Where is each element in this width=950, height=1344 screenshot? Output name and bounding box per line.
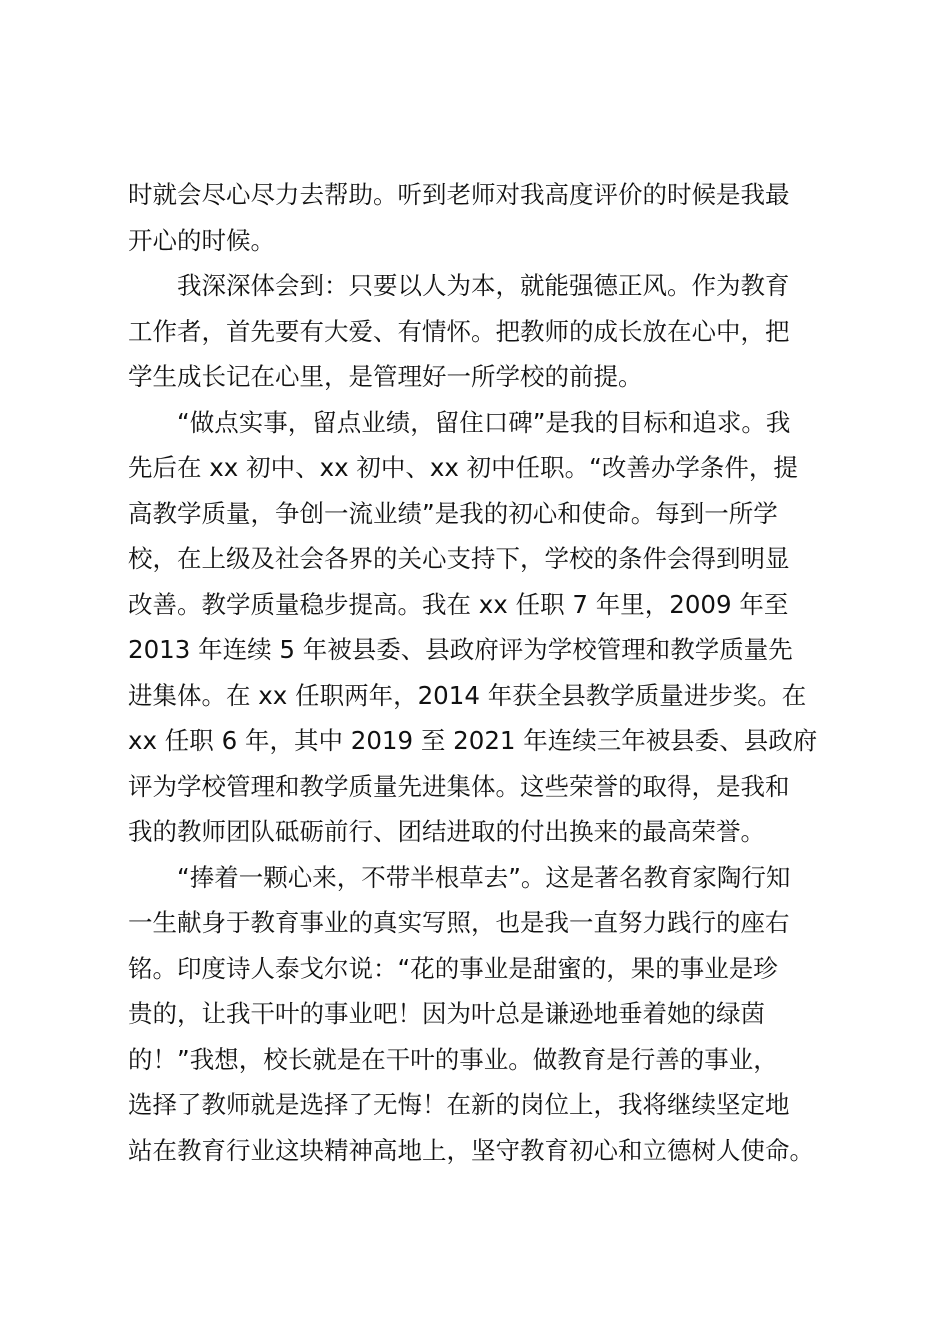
text-line: 高教学质量，争创一流业绩”是我的初心和使命。每到一所学: [128, 498, 778, 528]
text-line: 学生成长记在心里，是管理好一所学校的前提。: [128, 362, 643, 391]
text-line: 2013 年连续 5 年被县委、县政府评为学校管理和教学质量先: [128, 635, 793, 664]
text-line: 校，在上级及社会各界的关心支持下，学校的条件会得到明显: [128, 544, 790, 573]
text-line: 我的教师团队砥砺前行、团结进取的付出换来的最高荣誉。: [128, 817, 765, 846]
paragraph-3: [128, 400, 840, 855]
text-line: 站在教育行业这块精神高地上，坚守教育初心和立德树人使命。: [128, 1135, 814, 1165]
paragraph-1: [128, 172, 840, 263]
document-body: [128, 172, 840, 1173]
text-line: xx 任职 6 年，其中 2019 至 2021 年连续三年被县委、县政府: [128, 726, 818, 755]
text-line: 选择了教师就是选择了无悔！在新的岗位上，我将继续坚定地: [128, 1090, 790, 1119]
text-line: “做点实事，留点业绩，留住口碑”是我的目标和追求。我: [177, 407, 791, 437]
text-line: 的！”我想，校长就是在干叶的事业。做教育是行善的事业，: [128, 1044, 778, 1074]
text-line: 先后在 xx 初中、xx 初中、xx 初中任职。“改善办学条件，提: [128, 453, 798, 482]
text-line: “捧着一颗心来，不带半根草去”。这是著名教育家陶行知: [177, 862, 791, 892]
text-line: 进集体。在 xx 任职两年，2014 年获全县教学质量进步奖。在: [128, 680, 807, 710]
text-line: 我深深体会到：只要以人为本，就能强德正风。作为教育: [177, 271, 790, 300]
text-line: 时就会尽心尽力去帮助。听到老师对我高度评价的时候是我最: [128, 180, 790, 209]
paragraph-4: [128, 855, 840, 1174]
text-line: 贵的，让我干叶的事业吧！因为叶总是谦逊地垂着她的绿茵: [128, 999, 765, 1028]
text-line: 一生献身于教育事业的真实写照，也是我一直努力践行的座右: [128, 908, 790, 937]
text-line: 改善。教学质量稳步提高。我在 xx 任职 7 年里，2009 年至: [128, 589, 789, 619]
text-line: 评为学校管理和教学质量先进集体。这些荣誉的取得，是我和: [128, 771, 790, 801]
paragraph-2: [128, 263, 840, 400]
text-line: 铭。印度诗人泰戈尔说：“花的事业是甜蜜的，果的事业是珍: [128, 953, 778, 983]
text-line: 工作者，首先要有大爱、有情怀。把教师的成长放在心中，把: [128, 316, 790, 346]
text-line: 开心的时候。: [128, 225, 275, 255]
